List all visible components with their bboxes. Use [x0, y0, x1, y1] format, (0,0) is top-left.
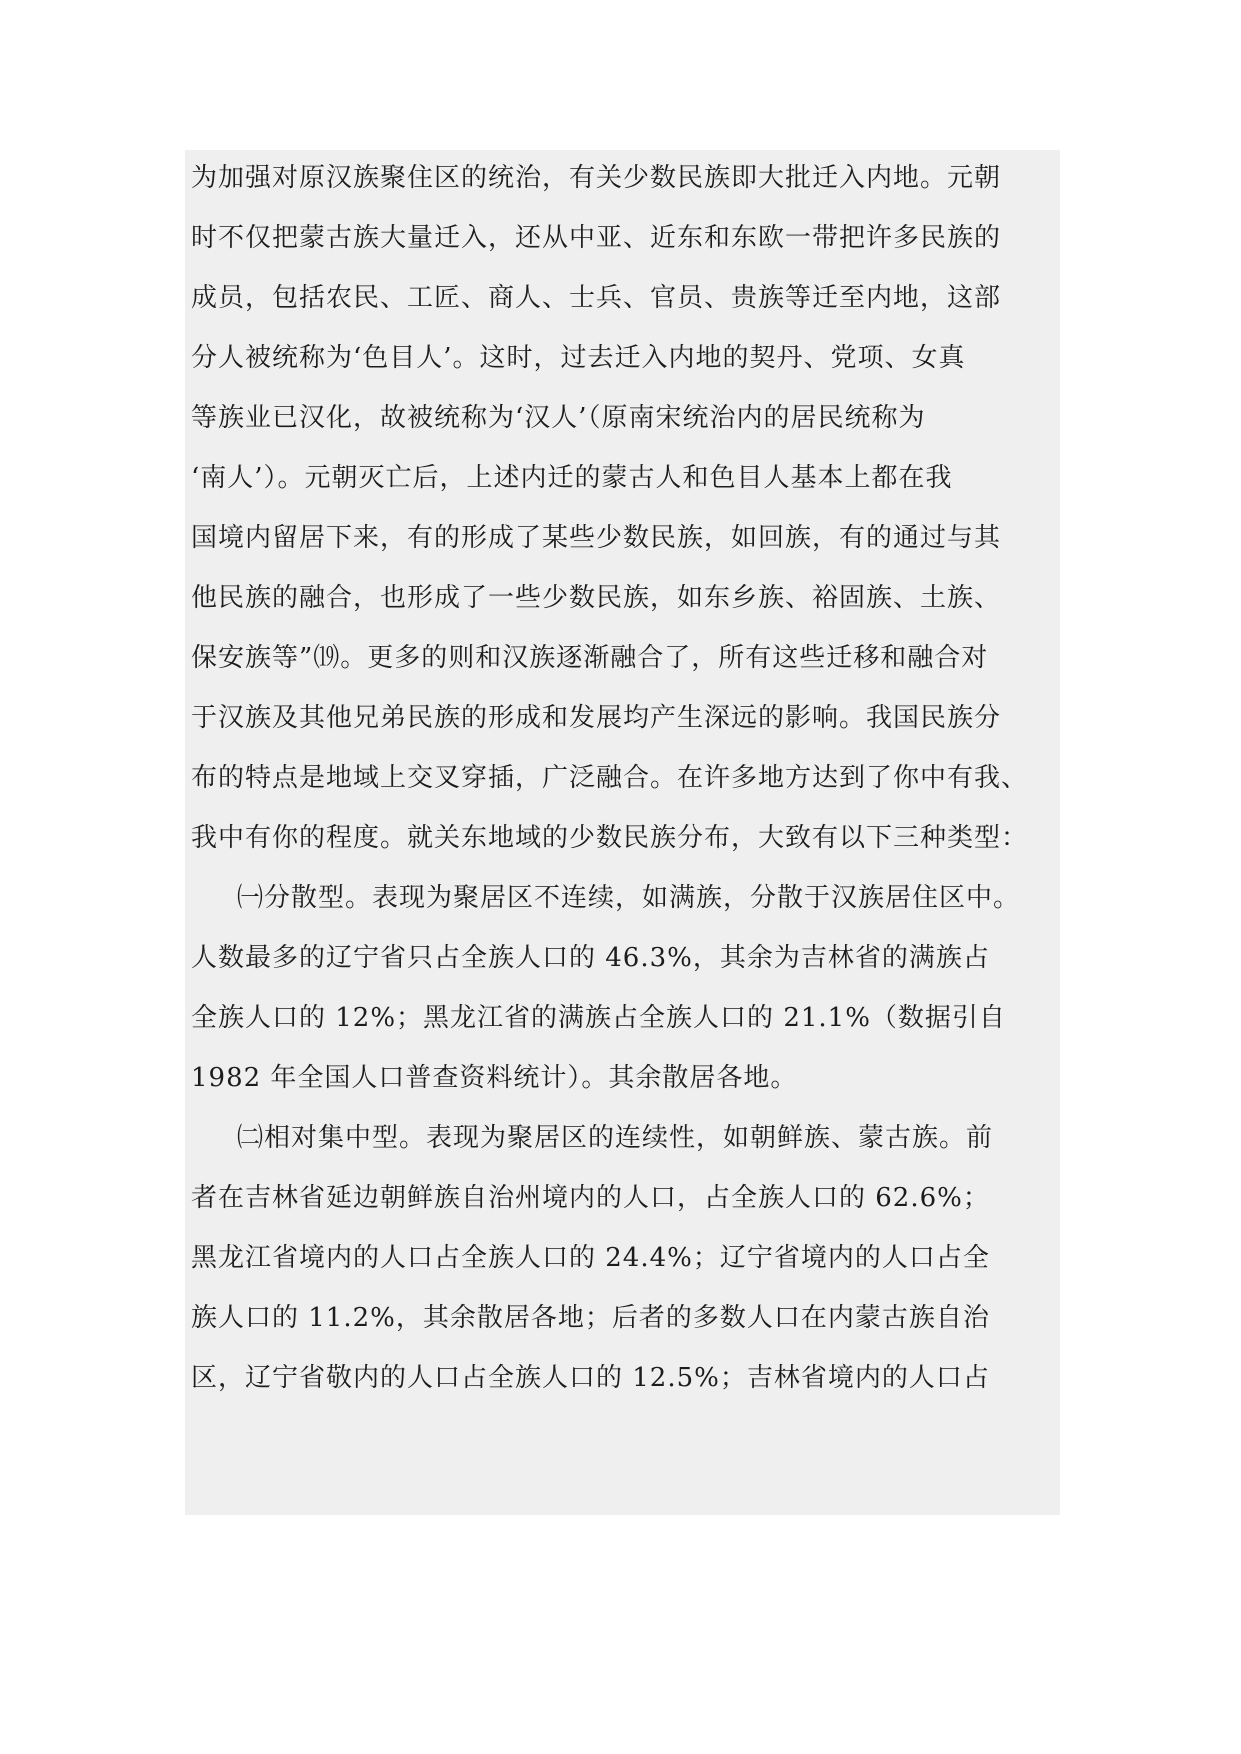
- text-line: 人数最多的辽宁省只占全族人口的 46.3%，其余为吉林省的满族占: [191, 943, 990, 973]
- text-line: 为加强对原汉族聚住区的统治，有关少数民族即大批迁入内地。元朝: [191, 163, 1002, 193]
- text-line: 于汉族及其他兄弟民族的形成和发展均产生深远的影响。我国民族分: [191, 703, 1002, 733]
- text-line: 全族人口的 12%；黑龙江省的满族占全族人口的 21.1%（数据引自: [191, 1003, 1006, 1033]
- text-line: 保安族等”⒆。更多的则和汉族逐渐融合了，所有这些迁移和融合对: [191, 643, 989, 673]
- text-line: 成员，包括农民、工匠、商人、士兵、官员、贵族等迁至内地，这部: [191, 283, 1002, 313]
- text-line: 时不仅把蒙古族大量迁入，还从中亚、近东和东欧一带把许多民族的: [191, 223, 1002, 253]
- text-line: ㈡相对集中型。表现为聚居区的连续性，如朝鲜族、蒙古族。前: [237, 1123, 994, 1153]
- text-line: 黑龙江省境内的人口占全族人口的 24.4%；辽宁省境内的人口占全: [191, 1243, 990, 1273]
- text-line: 他民族的融合，也形成了一些少数民族，如东乡族、裕固族、土族、: [191, 583, 1002, 613]
- text-line: ‘南人’）。元朝灭亡后，上述内迁的蒙古人和色目人基本上都在我: [191, 463, 953, 493]
- text-line: 者在吉林省延边朝鲜族自治州境内的人口，占全族人口的 62.6%；: [191, 1183, 990, 1213]
- text-line: 分人被统称为‘色目人’。这时，过去迁入内地的契丹、党项、女真: [191, 343, 966, 373]
- text-line: 族人口的 11.2%，其余散居各地；后者的多数人口在内蒙古族自治: [191, 1303, 990, 1333]
- text-line: ㈠分散型。表现为聚居区不连续，如满族，分散于汉族居住区中。: [237, 883, 1021, 913]
- text-line: 我中有你的程度。就关东地域的少数民族分布，大致有以下三种类型：: [191, 823, 1029, 853]
- text-line: 等族业已汉化，故被统称为‘汉人’（原南宋统治内的居民统称为: [191, 403, 926, 433]
- text-line: 国境内留居下来，有的形成了某些少数民族，如回族，有的通过与其: [191, 523, 1002, 553]
- text-line: 布的特点是地域上交叉穿插，广泛融合。在许多地方达到了你中有我、: [191, 763, 1029, 793]
- text-line: 区，辽宁省敬内的人口占全族人口的 12.5%；吉林省境内的人口占: [191, 1363, 990, 1393]
- text-line: 1982 年全国人口普查资料统计）。其余散居各地。: [191, 1063, 798, 1093]
- document-text-block: [185, 150, 1060, 1515]
